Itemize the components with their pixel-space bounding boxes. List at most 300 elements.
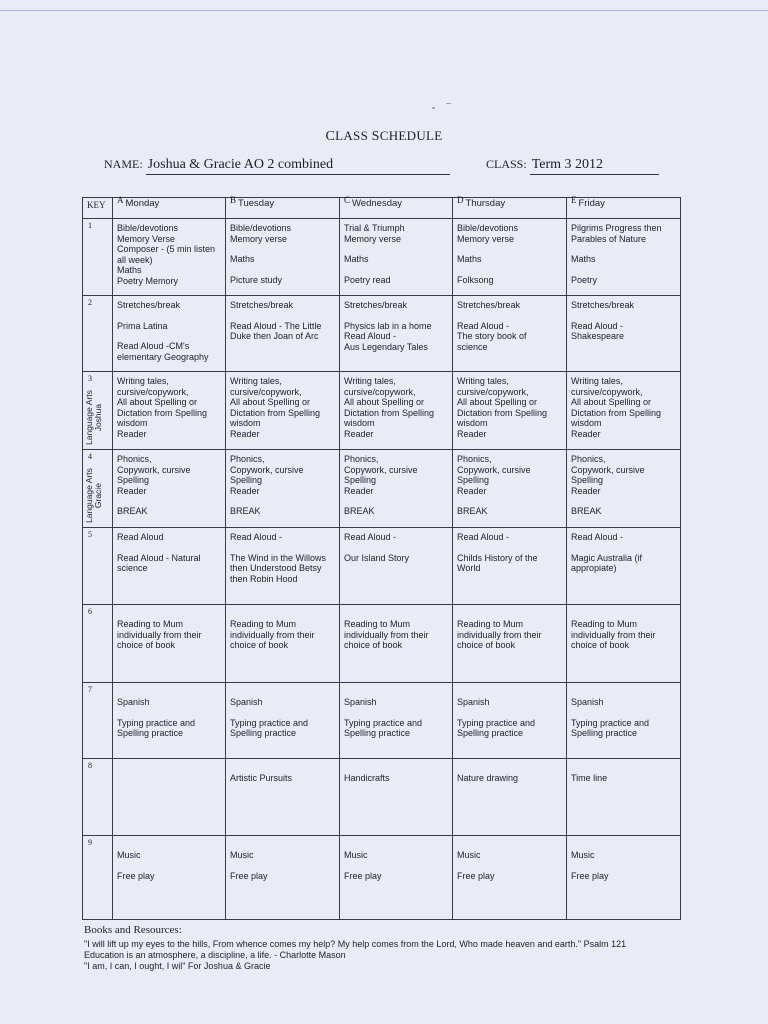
schedule-cell: [226, 836, 340, 920]
schedule-cell: [567, 683, 681, 759]
cell-line: Read Aloud - Natural: [117, 552, 201, 563]
cell-line: Bible/devotions: [230, 223, 292, 233]
cell-line: Our Island Story: [344, 552, 410, 563]
row-key-number: 2: [88, 298, 92, 307]
cell-gap: [230, 687, 336, 697]
schedule-row: [83, 836, 681, 920]
cell-line: appropiate): [571, 563, 617, 573]
cell-gap: [117, 687, 222, 697]
day-letter: D: [457, 195, 464, 205]
schedule-cell: [453, 450, 567, 528]
schedule-cell: [567, 372, 681, 450]
cell-line: Maths: [117, 265, 142, 275]
cell-gap: [230, 763, 336, 773]
cell-gap: [230, 609, 336, 619]
cell-line: World: [457, 563, 481, 573]
row-side-label: [85, 468, 103, 523]
cell-line: Memory verse: [344, 233, 402, 244]
row-key-number: 3: [88, 374, 92, 383]
cell-line: science: [457, 341, 488, 352]
schedule-cell: [340, 605, 453, 683]
side-label-line: Language Arts: [84, 390, 94, 445]
row-key-number: 4: [88, 452, 92, 461]
cell-line: Phonics,: [571, 454, 606, 464]
cell-line: Writing tales,: [571, 376, 623, 386]
cell-line: individually from their: [230, 629, 315, 640]
quotes-block: [84, 939, 764, 972]
cell-line: Reader: [230, 428, 260, 439]
schedule-cell: [226, 219, 340, 296]
schedule-row: [83, 450, 681, 528]
cell-line: Phonics,: [117, 454, 152, 464]
cell-line: science: [117, 563, 148, 573]
cell-gap: [117, 609, 222, 619]
cell-line: choice of book: [230, 640, 289, 650]
cell-line: Bible/devotions: [117, 223, 179, 233]
cell-line: Copywork, cursive: [344, 464, 418, 475]
cell-line: cursive/copywork,: [230, 386, 302, 397]
cell-line: Copywork, cursive: [117, 464, 191, 475]
cell-line: cursive/copywork,: [457, 386, 529, 397]
cell-line: wisdom: [117, 418, 148, 428]
row-key-number: 6: [88, 607, 92, 616]
cell-line: Handicrafts: [344, 773, 390, 783]
schedule-row: [83, 372, 681, 450]
cell-line: Stretches/break: [571, 300, 635, 310]
schedule-cell: [453, 372, 567, 450]
cell-gap: [117, 840, 222, 850]
cell-line: Read Aloud -: [457, 532, 510, 542]
cell-line: Reader: [344, 428, 374, 439]
quote-line: Education is an atmosphere, a discipline, a life. - Charlotte Mason: [84, 950, 346, 960]
books-resources-label: Books and Resources:: [84, 924, 182, 936]
cell-line: Spelling: [571, 475, 604, 485]
name-value: Joshua & Gracie AO 2 combined: [146, 157, 450, 175]
cell-line: Childs History of the: [457, 552, 538, 563]
cell-line: BREAK: [457, 506, 488, 516]
schedule-cell: [567, 296, 681, 372]
cell-line: Typing practice and: [344, 717, 423, 728]
schedule-cell: [113, 219, 226, 296]
day-letter: A: [117, 195, 124, 205]
cell-line: Artistic Pursuits: [230, 773, 293, 783]
cell-line: Spelling: [344, 475, 377, 485]
day-name: Friday: [578, 198, 605, 209]
schedule-cell: [340, 683, 453, 759]
cell-line: Read Aloud -: [344, 532, 397, 542]
day-header-friday: [567, 195, 681, 219]
cell-gap: [230, 244, 336, 254]
schedule-table: [82, 197, 681, 920]
schedule-cell: [113, 683, 226, 759]
cell-line: Phonics,: [344, 454, 379, 464]
cell-line: Reader: [457, 428, 487, 439]
cell-gap: [230, 496, 336, 506]
cell-line: individually from their: [571, 629, 656, 640]
schedule-cell: [567, 605, 681, 683]
cell-line: Reading to Mum: [457, 619, 524, 629]
row-key-number: 5: [88, 530, 92, 539]
cell-gap: [571, 861, 677, 871]
name-line: [104, 157, 450, 175]
day-header-monday: [113, 195, 226, 219]
cell-line: Free play: [117, 870, 155, 881]
cell-gap: [457, 311, 563, 321]
cell-line: Memory Verse: [117, 233, 176, 244]
cell-gap: [344, 244, 449, 254]
schedule-row: [83, 219, 681, 296]
cell-line: Stretches/break: [230, 300, 294, 310]
row-key: [83, 759, 113, 836]
cell-gap: [117, 331, 222, 341]
cell-line: Reader: [344, 485, 374, 496]
cell-line: Free play: [344, 870, 382, 881]
cell-line: Typing practice and: [457, 717, 536, 728]
cell-line: Free play: [457, 870, 495, 881]
cell-gap: [230, 708, 336, 718]
day-header-thursday: [453, 195, 567, 219]
schedule-cell: [340, 296, 453, 372]
cell-line: Aus Legendary Tales: [344, 341, 428, 352]
quote-line: "I am, I can, I ought, I wil" For Joshua & Gracie: [84, 961, 271, 971]
schedule-cell: [567, 528, 681, 605]
schedule-row: [83, 683, 681, 759]
cell-line: Spanish: [571, 697, 604, 707]
cell-line: Copywork, cursive: [457, 464, 531, 475]
cell-line: Stretches/break: [117, 300, 181, 310]
day-letter: C: [344, 195, 351, 205]
cell-line: wisdom: [344, 418, 375, 428]
schedule-cell: [453, 605, 567, 683]
cell-gap: [230, 861, 336, 871]
schedule-cell: [453, 528, 567, 605]
schedule-row: [83, 528, 681, 605]
day-letter: B: [230, 195, 237, 205]
cell-gap: [571, 609, 677, 619]
cell-line: All about Spelling or: [571, 397, 652, 407]
cell-line: wisdom: [457, 418, 488, 428]
schedule-cell: [226, 528, 340, 605]
schedule-cell: [113, 450, 226, 528]
cell-line: Copywork, cursive: [571, 464, 645, 475]
page-title: CLASS SCHEDULE: [325, 128, 443, 144]
cell-gap: [457, 840, 563, 850]
schedule-header-row: [83, 198, 681, 219]
schedule-cell: [567, 759, 681, 836]
schedule-cell: [113, 528, 226, 605]
cell-line: BREAK: [344, 506, 375, 516]
cell-line: Shakespeare: [571, 331, 625, 341]
cell-gap: [344, 543, 449, 553]
class-value: Term 3 2012: [530, 157, 659, 175]
cell-gap: [344, 687, 449, 697]
cell-gap: [571, 311, 677, 321]
cell-gap: [230, 543, 336, 553]
cell-line: Writing tales,: [457, 376, 509, 386]
cell-line: Spelling practice: [571, 728, 638, 738]
schedule-cell: [453, 219, 567, 296]
cell-line: Spelling practice: [230, 728, 297, 738]
cell-line: BREAK: [117, 506, 148, 516]
schedule-cell: [567, 836, 681, 920]
row-key-number: 8: [88, 761, 92, 770]
schedule-row: [83, 296, 681, 372]
cell-line: Writing tales,: [344, 376, 396, 386]
cell-line: Phonics,: [457, 454, 492, 464]
cell-line: Writing tales,: [117, 376, 169, 386]
cell-line: Spanish: [344, 697, 377, 707]
cell-line: Reader: [117, 485, 147, 496]
cell-line: Poetry Memory: [117, 275, 179, 286]
schedule-cell: [453, 683, 567, 759]
cell-line: then Robin Hood: [230, 573, 298, 584]
day-name: Monday: [125, 198, 160, 209]
class-line: [486, 157, 659, 175]
schedule-cell: [113, 296, 226, 372]
cell-line: Maths: [230, 254, 255, 264]
cell-line: individually from their: [117, 629, 202, 640]
cell-gap: [571, 840, 677, 850]
cell-line: Read Aloud -: [571, 532, 624, 542]
cell-line: Music: [230, 850, 254, 860]
side-label-line: Joshua: [93, 403, 103, 432]
cell-line: Poetry read: [344, 274, 391, 285]
cell-line: Dictation from Spelling: [117, 407, 208, 418]
schedule-cell: [340, 759, 453, 836]
cell-gap: [457, 687, 563, 697]
cell-line: Spanish: [457, 697, 490, 707]
cell-line: Copywork, cursive: [230, 464, 304, 475]
schedule-cell: [226, 759, 340, 836]
cell-line: Spelling: [230, 475, 263, 485]
cell-line: Duke then Joan of Arc: [230, 331, 319, 341]
cell-line: Dictation from Spelling: [457, 407, 548, 418]
class-label: CLASS:: [486, 157, 527, 171]
cell-line: Phonics,: [230, 454, 265, 464]
cell-line: Writing tales,: [230, 376, 282, 386]
cell-gap: [344, 708, 449, 718]
cell-line: Spanish: [230, 697, 263, 707]
cell-gap: [230, 311, 336, 321]
cell-line: Spelling practice: [117, 728, 184, 738]
cell-gap: [457, 496, 563, 506]
cell-gap: [571, 708, 677, 718]
cell-line: Stretches/break: [457, 300, 521, 310]
cell-line: Pilgrims Progress then: [571, 223, 662, 233]
row-key: [83, 219, 113, 296]
cell-line: Reading to Mum: [117, 619, 184, 629]
cell-gap: [571, 763, 677, 773]
paper-speck: [446, 103, 451, 104]
cell-gap: [571, 496, 677, 506]
day-name: Thursday: [465, 198, 506, 209]
cell-line: Spelling: [457, 475, 490, 485]
day-header-wednesday: [340, 195, 453, 219]
schedule-cell: [226, 683, 340, 759]
row-key: [83, 372, 113, 450]
cell-line: Maths: [344, 254, 369, 264]
cell-line: All about Spelling or: [230, 397, 311, 407]
cell-line: Read Aloud -: [457, 320, 510, 331]
cell-gap: [117, 311, 222, 321]
cell-line: Read Aloud -: [230, 532, 283, 542]
cell-line: Spelling practice: [344, 728, 411, 738]
side-label-line: Language Arts: [84, 468, 94, 523]
cell-gap: [571, 543, 677, 553]
cell-line: Typing practice and: [117, 717, 196, 728]
cell-line: choice of book: [344, 640, 403, 650]
row-key: [83, 450, 113, 528]
cell-gap: [571, 687, 677, 697]
cell-line: Read Aloud: [117, 532, 164, 542]
cell-line: All about Spelling or: [457, 397, 538, 407]
schedule-cell: [567, 219, 681, 296]
cell-line: Typing practice and: [230, 717, 309, 728]
cell-line: Reader: [117, 428, 147, 439]
schedule-cell: [453, 836, 567, 920]
cell-line: Magic Australia (if: [571, 552, 643, 563]
cell-line: Spanish: [117, 697, 150, 707]
cell-line: cursive/copywork,: [571, 386, 643, 397]
row-key: [83, 528, 113, 605]
cell-gap: [117, 861, 222, 871]
cell-gap: [117, 708, 222, 718]
day-name: Wednesday: [352, 198, 403, 209]
cell-line: Nature drawing: [457, 773, 519, 783]
cell-line: Spelling: [117, 475, 150, 485]
schedule-cell: [113, 759, 226, 836]
cell-line: Reading to Mum: [571, 619, 638, 629]
cell-line: elementary Geography: [117, 351, 209, 362]
cell-line: Composer - (5 min listen: [117, 244, 216, 254]
cell-line: Trial & Triumph: [344, 223, 405, 233]
schedule-cell: [340, 219, 453, 296]
cell-line: all week): [117, 254, 153, 265]
cell-line: Poetry: [571, 274, 598, 285]
cell-line: Read Aloud -: [571, 320, 624, 331]
cell-line: wisdom: [230, 418, 261, 428]
cell-line: individually from their: [457, 629, 542, 640]
cell-gap: [457, 244, 563, 254]
schedule-cell: [226, 296, 340, 372]
day-header-tuesday: [226, 195, 340, 219]
row-key: [83, 605, 113, 683]
cell-gap: [344, 265, 449, 275]
row-key: [83, 296, 113, 372]
cell-line: Memory verse: [230, 233, 288, 244]
cell-line: Reading to Mum: [230, 619, 297, 629]
cell-gap: [344, 496, 449, 506]
key-header: KEY: [83, 198, 113, 219]
cell-line: Dictation from Spelling: [344, 407, 435, 418]
schedule-cell: [453, 759, 567, 836]
cell-line: Music: [457, 850, 481, 860]
cell-line: then Understood Betsy: [230, 563, 322, 573]
cell-line: Dictation from Spelling: [571, 407, 662, 418]
paper-speck: [432, 107, 435, 109]
schedule-cell: [226, 372, 340, 450]
cell-gap: [457, 609, 563, 619]
cell-line: Stretches/break: [344, 300, 408, 310]
cell-line: All about Spelling or: [117, 397, 198, 407]
cell-line: individually from their: [344, 629, 429, 640]
cell-gap: [457, 708, 563, 718]
schedule-cell: [113, 372, 226, 450]
row-key-number: 9: [88, 838, 92, 847]
cell-gap: [230, 840, 336, 850]
cell-gap: [344, 763, 449, 773]
schedule-row: [83, 759, 681, 836]
day-name: Tuesday: [238, 198, 275, 209]
cell-line: The Wind in the Willows: [230, 552, 327, 563]
cell-gap: [344, 861, 449, 871]
cell-line: wisdom: [571, 418, 602, 428]
side-label-line: Gracie: [93, 483, 103, 509]
cell-line: Read Aloud -CM's: [117, 341, 190, 351]
cell-gap: [571, 244, 677, 254]
cell-gap: [117, 543, 222, 553]
schedule-cell: [340, 450, 453, 528]
schedule-cell: [340, 836, 453, 920]
cell-line: Folksong: [457, 274, 494, 285]
cell-line: Maths: [571, 254, 596, 264]
cell-line: Physics lab in a home: [344, 320, 432, 331]
cell-line: cursive/copywork,: [117, 386, 189, 397]
cell-line: BREAK: [571, 506, 602, 516]
cell-line: Reader: [457, 485, 487, 496]
schedule-cell: [340, 528, 453, 605]
row-key: [83, 836, 113, 920]
name-label: NAME:: [104, 157, 143, 171]
cell-line: Music: [117, 850, 141, 860]
cell-line: Read Aloud - The Little: [230, 320, 322, 331]
cell-line: BREAK: [230, 506, 261, 516]
day-letter: E: [571, 195, 577, 205]
page-top-edge: [0, 10, 768, 11]
cell-line: Reading to Mum: [344, 619, 411, 629]
schedule-cell: [453, 296, 567, 372]
cell-line: All about Spelling or: [344, 397, 425, 407]
schedule-cell: [340, 372, 453, 450]
row-key: [83, 683, 113, 759]
cell-gap: [457, 543, 563, 553]
cell-line: Reader: [230, 485, 260, 496]
cell-line: Memory verse: [457, 233, 515, 244]
cell-line: Music: [571, 850, 595, 860]
cell-line: Music: [344, 850, 368, 860]
cell-line: Read Aloud -: [344, 331, 397, 341]
schedule-row: [83, 605, 681, 683]
cell-gap: [344, 609, 449, 619]
cell-line: choice of book: [457, 640, 516, 650]
cell-line: cursive/copywork,: [344, 386, 416, 397]
cell-line: Maths: [457, 254, 482, 264]
cell-line: choice of book: [117, 640, 176, 650]
cell-gap: [457, 265, 563, 275]
cell-gap: [457, 763, 563, 773]
schedule-cell: [226, 450, 340, 528]
cell-line: Time line: [571, 773, 608, 783]
cell-gap: [344, 311, 449, 321]
cell-line: choice of book: [571, 640, 630, 650]
cell-line: Free play: [571, 870, 609, 881]
row-key-number: 1: [88, 221, 92, 230]
cell-gap: [457, 861, 563, 871]
cell-line: Parables of Nature: [571, 233, 647, 244]
schedule-cell: [113, 836, 226, 920]
quote-line: "I will lift up my eyes to the hills, From whence comes my help? My help comes from the Lord, Who made heaven and earth." Psalm 121: [84, 939, 627, 949]
cell-line: Picture study: [230, 274, 283, 285]
